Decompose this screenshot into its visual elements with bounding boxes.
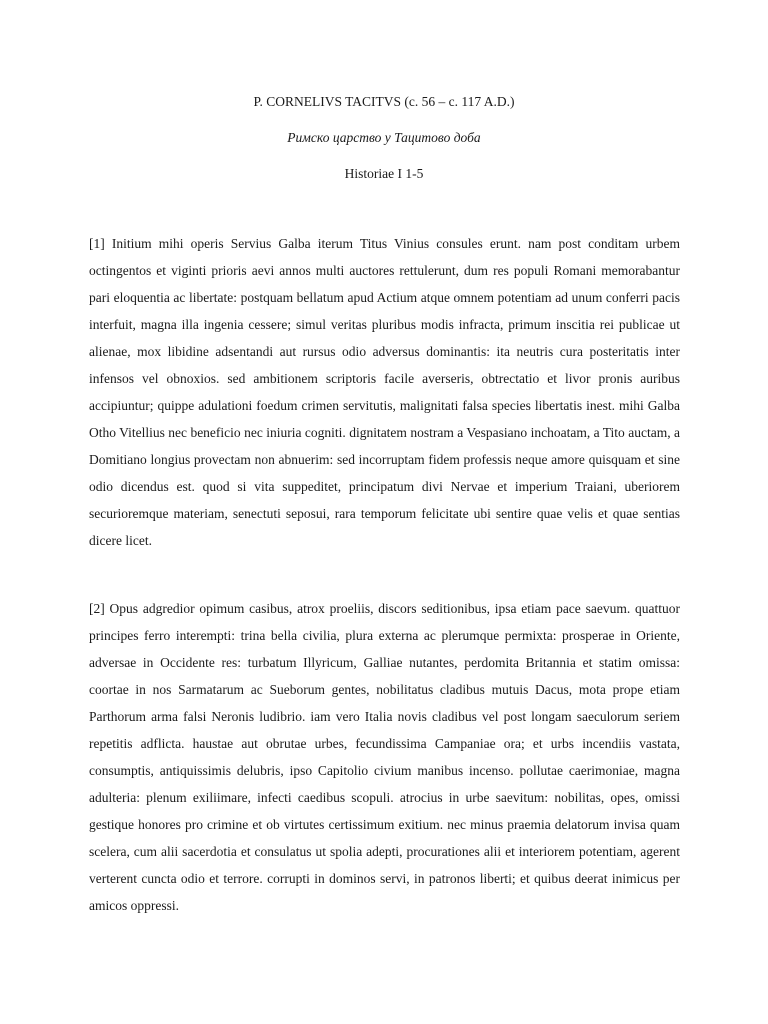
document-source-reference: Historiae I 1-5 <box>344 166 424 181</box>
paragraph-1: [1] Initium mihi operis Servius Galba iterum Titus Vinius consules erunt. nam post conditam urbem octingentos et viginti prioris aevi annos multi auctores rettulerunt, dum res populi Romani memorabantur pari eloquentia ac libertate: postquam bellatum apud Actium atque omnem potentiam ad unum conferri pacis interfuit, magna illa ingenia cessere; simul veritas pluribus modis infracta, primum inscitia rei publicae ut alienae, mox libidine adsentandi aut rursus odio adversus dominantis: ita neutris cura posteritatis inter infensos vel obnoxios. sed ambitionem scriptoris facile averseris, obtrectatio et livor pronis auribus accipiuntur; quippe adulationi foedum crimen servitutis, malignitati falsa species libertatis inest. mihi Galba Otho Vitellius nec beneficio nec iniuria cogniti. dignitatem nostram a Vespasiano inchoatam, a Tito auctam, a Domitiano longius provectam non abnuerim: sed incorruptam fidem professis neque amore quisquam et sine odio dicendus est. quod si vita suppeditet, principatum divi Nervae et imperium Traiani, uberiorem securioremque materiam, senectuti seposui, rara temporum felicitate ubi sentire quae velis et quae sentias dicere licet. <box>89 236 680 548</box>
paragraph-2: [2] Opus adgredior opimum casibus, atrox proeliis, discors seditionibus, ipsa etiam pace saevum. quattuor principes ferro interempti: trina bella civilia, plura externa ac plerumque permixta: prosperae in Oriente, adversae in Occidente res: turbatum Illyricum, Galliae nutantes, perdomita Britannia et statim omissa: coortae in nos Sarmatarum ac Sueborum gentes, nobilitatus cladibus mutuis Dacus, mota prope etiam Parthorum arma falsi Neronis ludibrio. iam vero Italia novis cladibus vel post longam saeculorum seriem repetitis adflicta. haustae aut obrutae urbes, fecundissima Campaniae ora; et urbs incendiis vastata, consumptis, antiquissimis delubris, ipso Capitolio civium manibus incenso. pollutae caerimoniae, magna adulteria: plenum exiliimare, infecti caedibus scopuli. atrocius in urbe saevitum: nobilitas, opes, omissi gestique honores pro crimine et ob virtutes certissimum exitium. nec minus praemia delatorum invisa quam scelera, cum alii sacerdotia et consulatus ut spolia adepti, procurationes alii et interiorem potentiam, agerent verterent cuncta odio et terrore. corrupti in dominos servi, in patronos liberti; et quibus deerat inimicus per amicos oppressi. <box>89 601 680 913</box>
document-title: P. CORNELIVS TACITVS (c. 56 – c. 117 A.D.) <box>253 94 515 109</box>
document-subtitle: Римско царство у Тацитово доба <box>287 130 481 145</box>
